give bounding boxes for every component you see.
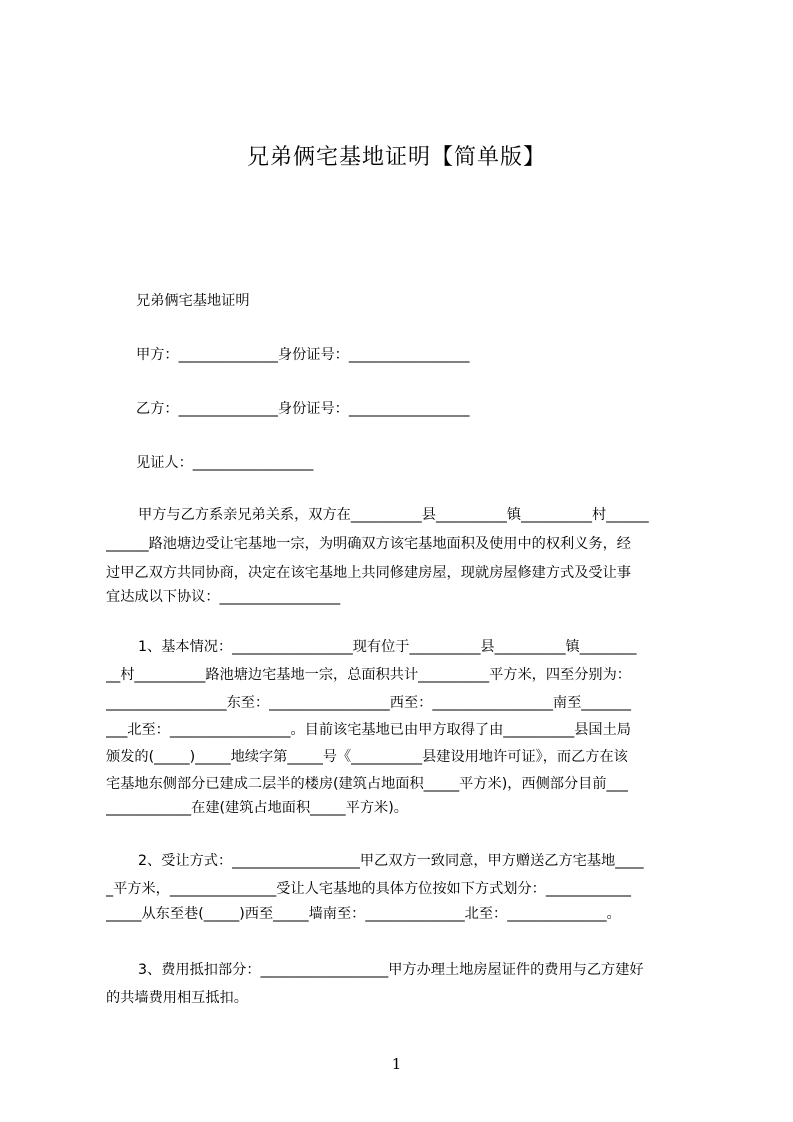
intro-paragraph-line: 甲方与乙方系亲兄弟关系，双方在__________县__________镇__________村______ <box>138 507 649 523</box>
intro-paragraph-line: ______路池塘边受让宅基地一宗，为明确双方该宅基地面积及使用中的权利义务，经 <box>106 536 631 552</box>
section-basic-info-line: 颁发的(_____)_____地续字第_____号《__________县建设用地许可证》，而乙方在该 <box>106 749 628 765</box>
section-basic-info-line: _________________东至：_________________西至：_________________南至_______ <box>106 695 631 711</box>
section-transfer-line: 2、受让方式：__________________甲乙双方一致同意，甲方赠送乙方宅基地____ <box>138 853 644 869</box>
intro-paragraph-line: 过甲乙双方共同协商，决定在该宅基地上共同修建房屋，现就房屋修建方式及受让事 <box>106 565 631 581</box>
section-basic-info-line: ___北至：_________________。目前该宅基地已由甲方取得了由__________县国土局 <box>106 722 631 738</box>
document-title: 兄弟俩宅基地证明【简单版】 <box>246 145 546 170</box>
party-a-line: 甲方：______________身份证号：_________________ <box>136 347 470 363</box>
page-number: 1 <box>391 1055 402 1073</box>
intro-paragraph-line: 宜达成以下协议：_________________ <box>106 589 341 605</box>
section-basic-info-line: __村__________路池塘边宅基地一宗，总面积共计__________平方米，四至分别为： <box>106 667 631 683</box>
section-fee-offset-line: 的共墙费用相互抵扣。 <box>106 990 248 1006</box>
witness-line: 见证人：_________________ <box>136 455 314 471</box>
party-b-line: 乙方：______________身份证号：_________________ <box>136 401 470 417</box>
section-transfer-line: _平方米，_______________受让人宅基地的具体方位按如下方式划分：____________ <box>106 881 631 897</box>
section-fee-offset-line: 3、费用抵扣部分：__________________甲方办理土地房屋证件的费用与乙方建好 <box>138 962 644 978</box>
section-transfer-line: _____从东至巷(_____)西至_____墙南至：______________北至：______________。 <box>106 906 621 922</box>
section-basic-info-line: 1、基本情况：_________________现有位于__________县__________镇________ <box>138 639 637 655</box>
section-basic-info-line: 宅基地东侧部分已建成二层半的楼房(建筑占地面积_____平方米)，西侧部分目前___ <box>106 776 628 792</box>
document-heading: 兄弟俩宅基地证明 <box>136 293 250 309</box>
section-basic-info-line: ____________在建(建筑占地面积_____平方米)。 <box>106 800 408 816</box>
